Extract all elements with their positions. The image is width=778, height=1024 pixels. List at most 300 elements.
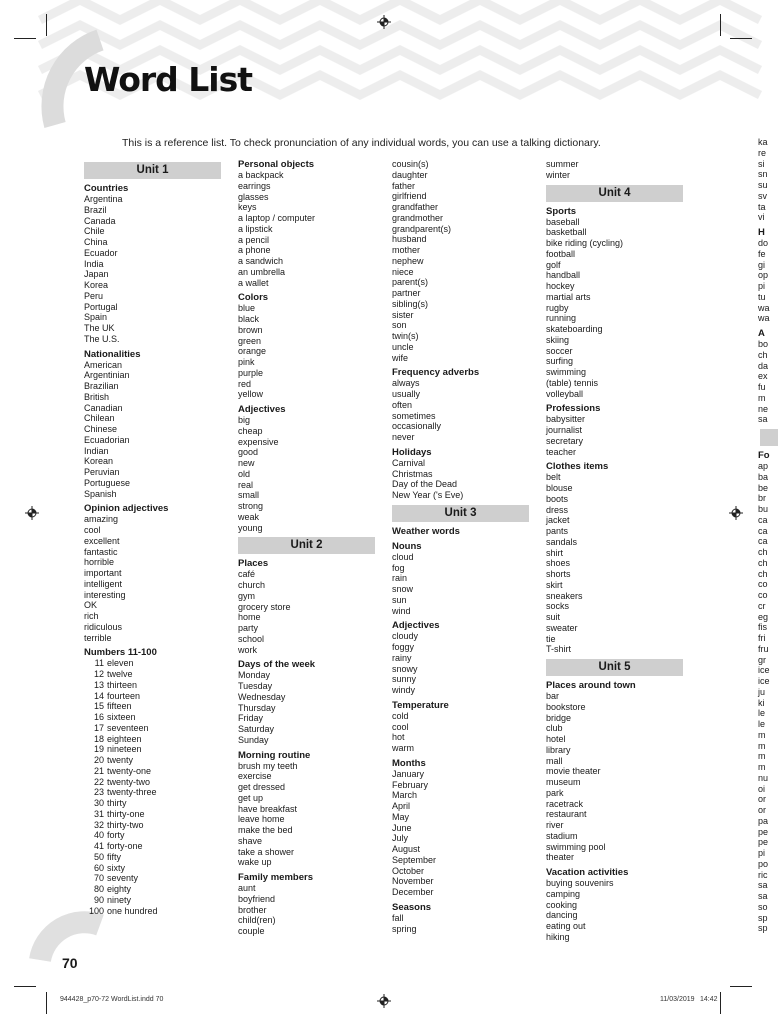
section-heading: Clothes items — [546, 461, 609, 473]
word-item: library — [546, 744, 571, 755]
number-word: seventeen — [107, 722, 149, 733]
word-item: Brazilian — [84, 381, 119, 391]
word-item: a sandwich — [238, 256, 284, 266]
word-item: cr — [758, 600, 766, 611]
word-item: grandparent(s) — [392, 223, 452, 234]
word-item: journalist — [546, 425, 583, 435]
word-item: sa — [758, 891, 768, 901]
number-value: 23 — [93, 787, 104, 798]
number-value: 21 — [93, 765, 104, 776]
word-item: skiing — [546, 334, 570, 345]
number-word: twenty — [107, 755, 134, 765]
word-item: socks — [546, 601, 570, 612]
page-number: 70 — [62, 955, 78, 971]
word-item: green — [238, 335, 262, 346]
word-item: bar — [546, 691, 560, 701]
section-heading: Nationalities — [84, 348, 141, 360]
number-value: 11 — [94, 658, 104, 669]
number-word: seventy — [107, 873, 139, 884]
word-item: small — [238, 490, 260, 501]
word-item: Monday — [238, 670, 271, 681]
word-column-2 — [238, 159, 375, 937]
section-heading: Nouns — [392, 540, 422, 552]
number-word: thirty-one — [107, 808, 145, 819]
page-title: Word List — [84, 60, 253, 99]
word-item: buying souvenirs — [546, 878, 614, 888]
word-item: a wallet — [238, 277, 269, 288]
word-item: Argentina — [84, 194, 123, 204]
word-item: swimming — [546, 367, 587, 377]
word-item: red — [238, 378, 252, 389]
number-word-item — [84, 766, 221, 777]
word-item: Japan — [84, 269, 109, 280]
crop-mark — [730, 986, 752, 987]
word-item: fall — [392, 912, 404, 923]
word-item: a phone — [238, 245, 271, 256]
section-heading: Adjectives — [392, 620, 440, 632]
word-item: br — [758, 493, 767, 504]
word-item: sweater — [546, 622, 578, 633]
word-item: OK — [84, 600, 98, 611]
word-item: m — [758, 392, 766, 403]
word-item: work — [238, 644, 258, 655]
word-item: earrings — [238, 180, 271, 191]
word-item: sometimes — [392, 410, 436, 421]
word-item: Thursday — [238, 702, 276, 713]
word-item: nephew — [392, 255, 424, 266]
word-item: ba — [758, 471, 769, 482]
word-item: ex — [758, 371, 768, 382]
number-value: 18 — [93, 733, 104, 744]
word-item: couple — [238, 926, 265, 936]
word-item: cool — [392, 721, 409, 732]
registration-target-icon — [377, 15, 391, 29]
number-value: 15 — [93, 701, 104, 712]
number-word: eleven — [107, 658, 134, 669]
number-word-item — [84, 820, 221, 831]
word-item: ne — [758, 403, 769, 414]
word-item: son — [392, 320, 407, 331]
number-word: forty-one — [107, 841, 143, 851]
word-item: father — [392, 180, 416, 191]
word-item: big — [238, 415, 251, 425]
number-word-item — [84, 712, 221, 723]
word-item: ca — [758, 514, 768, 525]
word-item: Argentinian — [84, 370, 130, 381]
word-item: mother — [392, 245, 421, 255]
word-item: amazing — [84, 514, 119, 525]
number-word: ninety — [107, 894, 132, 905]
word-item: nu — [758, 772, 769, 783]
word-item: (table) tennis — [546, 377, 599, 388]
word-column-5-cropped — [758, 137, 778, 934]
number-value: 12 — [93, 669, 104, 679]
word-item: vi — [758, 212, 765, 223]
word-item: real — [238, 479, 254, 490]
word-item: March — [392, 790, 418, 801]
word-item: cousin(s) — [392, 159, 429, 169]
number-word: eighty — [107, 884, 132, 894]
word-item: excellent — [84, 535, 120, 546]
crop-mark — [720, 14, 721, 36]
number-word: fourteen — [107, 690, 141, 701]
word-item: café — [238, 569, 256, 580]
section-heading: Days of the week — [238, 659, 316, 671]
word-item: important — [84, 568, 122, 578]
number-value: 60 — [93, 862, 104, 873]
section-heading: Colors — [238, 292, 269, 304]
number-word-item — [84, 830, 221, 841]
section-heading: Places around town — [546, 680, 636, 691]
word-item: su — [758, 180, 768, 190]
word-item: shorts — [546, 569, 571, 579]
word-item: partner — [392, 288, 421, 298]
word-item: The UK — [84, 323, 115, 333]
word-item: snowy — [392, 663, 418, 674]
word-item: co — [758, 579, 768, 590]
word-item: rugby — [546, 302, 569, 313]
word-item: Wednesday — [238, 691, 286, 702]
word-item: sneakers — [546, 590, 583, 601]
number-word-item — [84, 873, 221, 884]
word-item: stadium — [546, 830, 578, 841]
word-item: sandals — [546, 536, 578, 547]
word-item: wake up — [238, 857, 272, 868]
number-word-item — [84, 852, 221, 863]
word-item: Chinese — [84, 424, 118, 434]
word-item: racetrack — [546, 798, 584, 809]
word-item: cloud — [392, 551, 414, 562]
number-value: 40 — [93, 830, 104, 841]
number-value: 30 — [93, 798, 104, 808]
word-item: grandfather — [392, 202, 439, 212]
number-value: 19 — [93, 744, 104, 755]
word-item: home — [238, 612, 261, 623]
word-item: ch — [758, 568, 768, 579]
number-word: forty — [107, 830, 125, 841]
word-item: swimming pool — [546, 841, 606, 852]
word-item: gi — [758, 259, 766, 270]
word-item: Tuesday — [238, 681, 273, 691]
word-item: co — [758, 590, 768, 600]
word-item: sn — [758, 169, 768, 180]
word-item: ki — [758, 697, 765, 708]
word-item: pants — [546, 526, 569, 536]
word-item: or — [758, 794, 767, 805]
number-value: 31 — [93, 808, 104, 819]
word-item: bridge — [546, 712, 572, 723]
word-item: spring — [392, 923, 417, 934]
unit-heading — [760, 429, 778, 446]
word-item: ice — [758, 676, 770, 686]
number-word: thirty-two — [107, 819, 144, 830]
unit-heading: Unit 3 — [392, 505, 529, 522]
word-item: Canada — [84, 215, 116, 226]
number-word: one hundred — [107, 905, 158, 916]
word-item: strong — [238, 501, 264, 511]
word-item: The U.S. — [84, 333, 120, 344]
word-item: cheap — [238, 425, 263, 436]
word-item: school — [238, 633, 265, 644]
word-item: wa — [758, 313, 770, 324]
number-value: 70 — [93, 873, 104, 884]
word-item: keys — [238, 202, 257, 213]
section-heading: Adjectives — [238, 404, 286, 415]
word-item: Chile — [84, 226, 105, 237]
number-word-item — [84, 734, 221, 745]
word-item: December — [392, 887, 434, 897]
word-item: m — [758, 762, 766, 772]
word-item: secretary — [546, 435, 584, 446]
word-item: sunny — [392, 674, 417, 685]
number-value: 22 — [93, 776, 104, 787]
unit-heading: Unit 2 — [238, 537, 375, 554]
word-item: golf — [546, 259, 561, 270]
number-word: thirteen — [107, 679, 138, 690]
word-item: hot — [392, 732, 405, 743]
word-item: martial arts — [546, 291, 591, 302]
word-item: husband — [392, 234, 427, 245]
word-item: ca — [758, 525, 768, 536]
word-item: or — [758, 805, 767, 815]
word-item: ch — [758, 557, 768, 568]
number-word: fifty — [107, 851, 122, 862]
footer-time: 14:42 — [700, 996, 718, 1003]
word-item: parent(s) — [392, 277, 429, 288]
word-item: pa — [758, 815, 769, 826]
word-item: Spain — [84, 312, 108, 323]
crop-mark — [46, 992, 47, 1014]
word-item: February — [392, 779, 429, 790]
word-item: hotel — [546, 734, 566, 744]
word-item: child(ren) — [238, 915, 276, 926]
word-item: museum — [546, 777, 581, 787]
word-item: Ecuadorian — [84, 434, 130, 445]
word-item: oi — [758, 783, 766, 794]
word-item: niece — [392, 266, 414, 277]
word-item: handball — [546, 270, 581, 281]
word-item: take a shower — [238, 846, 295, 857]
word-item: Indian — [84, 445, 109, 456]
word-column-1 — [84, 162, 221, 916]
word-item: wind — [392, 605, 411, 616]
word-item: July — [392, 833, 409, 844]
number-value: 50 — [93, 851, 104, 862]
number-value: 41 — [93, 841, 104, 851]
word-item: ice — [758, 665, 770, 676]
word-item: daughter — [392, 169, 428, 180]
word-item: brush my teeth — [238, 760, 298, 771]
word-item: ric — [758, 869, 768, 880]
word-item: wa — [758, 302, 770, 313]
word-item: rich — [84, 611, 99, 621]
word-item: Spanish — [84, 488, 117, 499]
word-item: Brazil — [84, 204, 107, 215]
number-word: sixteen — [107, 712, 136, 722]
word-item: sister — [392, 309, 414, 320]
number-word: eighteen — [107, 733, 142, 744]
word-item: club — [546, 723, 563, 734]
section-heading: Holidays — [392, 446, 432, 458]
number-word-item — [84, 863, 221, 874]
word-item: cool — [84, 525, 101, 535]
word-item: T-shirt — [546, 644, 572, 655]
word-item: ta — [758, 201, 766, 212]
word-item: fis — [758, 622, 767, 633]
word-item: bu — [758, 504, 769, 514]
word-item: movie theater — [546, 766, 601, 777]
number-word-item — [84, 744, 221, 755]
word-item: fri — [758, 633, 766, 643]
unit-heading: Unit 5 — [546, 659, 683, 676]
word-item: always — [392, 378, 420, 389]
word-item: wife — [392, 352, 409, 363]
word-item: British — [84, 391, 110, 402]
word-item: sa — [758, 414, 768, 425]
word-item: da — [758, 360, 769, 371]
word-item: fog — [392, 562, 405, 573]
word-item: pi — [758, 848, 766, 858]
word-item: old — [238, 468, 251, 479]
section-heading: Fo — [758, 450, 770, 461]
word-item: Portugal — [84, 301, 118, 312]
word-item: rainy — [392, 652, 412, 663]
number-value: 17 — [93, 722, 104, 733]
number-value: 20 — [93, 755, 104, 765]
section-heading: Numbers 11-100 — [84, 647, 157, 659]
word-item: park — [546, 787, 564, 798]
number-word-item — [84, 669, 221, 680]
word-item: basketball — [546, 227, 587, 238]
word-item: shave — [238, 835, 263, 846]
word-item: sibling(s) — [392, 298, 429, 309]
word-item: good — [238, 447, 259, 458]
word-item: exercise — [238, 771, 272, 782]
crop-mark — [46, 14, 47, 36]
word-item: do — [758, 238, 769, 248]
word-item: sp — [758, 912, 768, 923]
word-item: October — [392, 865, 425, 876]
word-item: expensive — [238, 436, 279, 447]
word-item: restaurant — [546, 809, 587, 820]
number-word-item — [84, 658, 221, 669]
word-item: glasses — [238, 191, 269, 202]
number-value: 100 — [88, 905, 104, 916]
word-item: ridiculous — [84, 621, 123, 632]
word-item: boots — [546, 493, 569, 504]
number-word-item — [84, 755, 221, 766]
section-heading: Weather words — [392, 525, 460, 537]
word-item: snow — [392, 584, 414, 594]
word-item: April — [392, 801, 411, 811]
word-item: China — [84, 237, 108, 247]
number-value: 90 — [93, 894, 104, 905]
word-item: boyfriend — [238, 893, 276, 904]
word-item: si — [758, 158, 765, 169]
word-item: ap — [758, 461, 769, 471]
section-heading: H — [758, 227, 765, 238]
word-item: twin(s) — [392, 331, 419, 341]
word-item: windy — [392, 685, 416, 695]
word-item: blue — [238, 303, 256, 314]
word-item: le — [758, 708, 766, 719]
number-value: 16 — [93, 712, 104, 722]
word-item: so — [758, 901, 768, 912]
word-item: party — [238, 623, 259, 633]
word-item: mall — [546, 755, 563, 766]
word-item: interesting — [84, 589, 126, 600]
word-item: dancing — [546, 910, 578, 921]
word-item: m — [758, 751, 766, 762]
word-item: November — [392, 876, 434, 887]
word-item: bo — [758, 339, 769, 349]
number-value: 14 — [93, 690, 104, 701]
number-word-item — [84, 701, 221, 712]
word-item: get dressed — [238, 782, 286, 792]
number-word-item — [84, 809, 221, 820]
word-item: yellow — [238, 389, 264, 400]
word-item: m — [758, 729, 766, 740]
word-item: a backpack — [238, 170, 284, 180]
word-item: gr — [758, 654, 767, 665]
word-item: ca — [758, 536, 768, 547]
crop-mark — [720, 992, 721, 1014]
word-item: terrible — [84, 632, 112, 643]
word-item: a lipstick — [238, 223, 273, 234]
word-item: Chilean — [84, 413, 115, 424]
word-item: babysitter — [546, 414, 586, 425]
word-item: weak — [238, 511, 260, 522]
word-item: Day of the Dead — [392, 479, 458, 490]
word-item: river — [546, 820, 564, 830]
section-heading: Sports — [546, 205, 577, 217]
word-item: eg — [758, 611, 769, 622]
word-item: shirt — [546, 547, 564, 558]
number-word-item — [84, 680, 221, 691]
word-item: le — [758, 719, 766, 729]
word-item: American — [84, 359, 123, 370]
word-item: a pencil — [238, 234, 270, 245]
word-item: black — [238, 314, 260, 324]
word-item: po — [758, 858, 769, 869]
word-item: jacket — [546, 515, 570, 526]
word-item: re — [758, 147, 767, 158]
registration-target-icon — [377, 994, 391, 1008]
word-item: usually — [392, 389, 421, 399]
word-item: intelligent — [84, 578, 123, 589]
section-heading: Months — [392, 757, 426, 769]
section-heading: Family members — [238, 872, 313, 883]
section-heading: Opinion adjectives — [84, 503, 169, 515]
word-item: never — [392, 432, 415, 442]
word-item: foggy — [392, 642, 415, 652]
number-word-item — [84, 895, 221, 906]
footer-filename: 944428_p70-72 WordList.indd 70 — [60, 996, 164, 1003]
section-heading: Seasons — [392, 901, 432, 913]
word-item: volleyball — [546, 388, 584, 399]
word-item: pe — [758, 837, 769, 848]
section-heading: Temperature — [392, 699, 449, 711]
word-item: sv — [758, 190, 767, 201]
section-heading: Places — [238, 558, 269, 570]
number-word-item — [84, 798, 221, 809]
word-item: Korean — [84, 456, 114, 467]
word-item: fantastic — [84, 546, 118, 557]
section-heading: Countries — [84, 183, 129, 194]
word-item: Peruvian — [84, 467, 120, 477]
word-item: fru — [758, 643, 769, 654]
word-item: ju — [758, 686, 766, 697]
